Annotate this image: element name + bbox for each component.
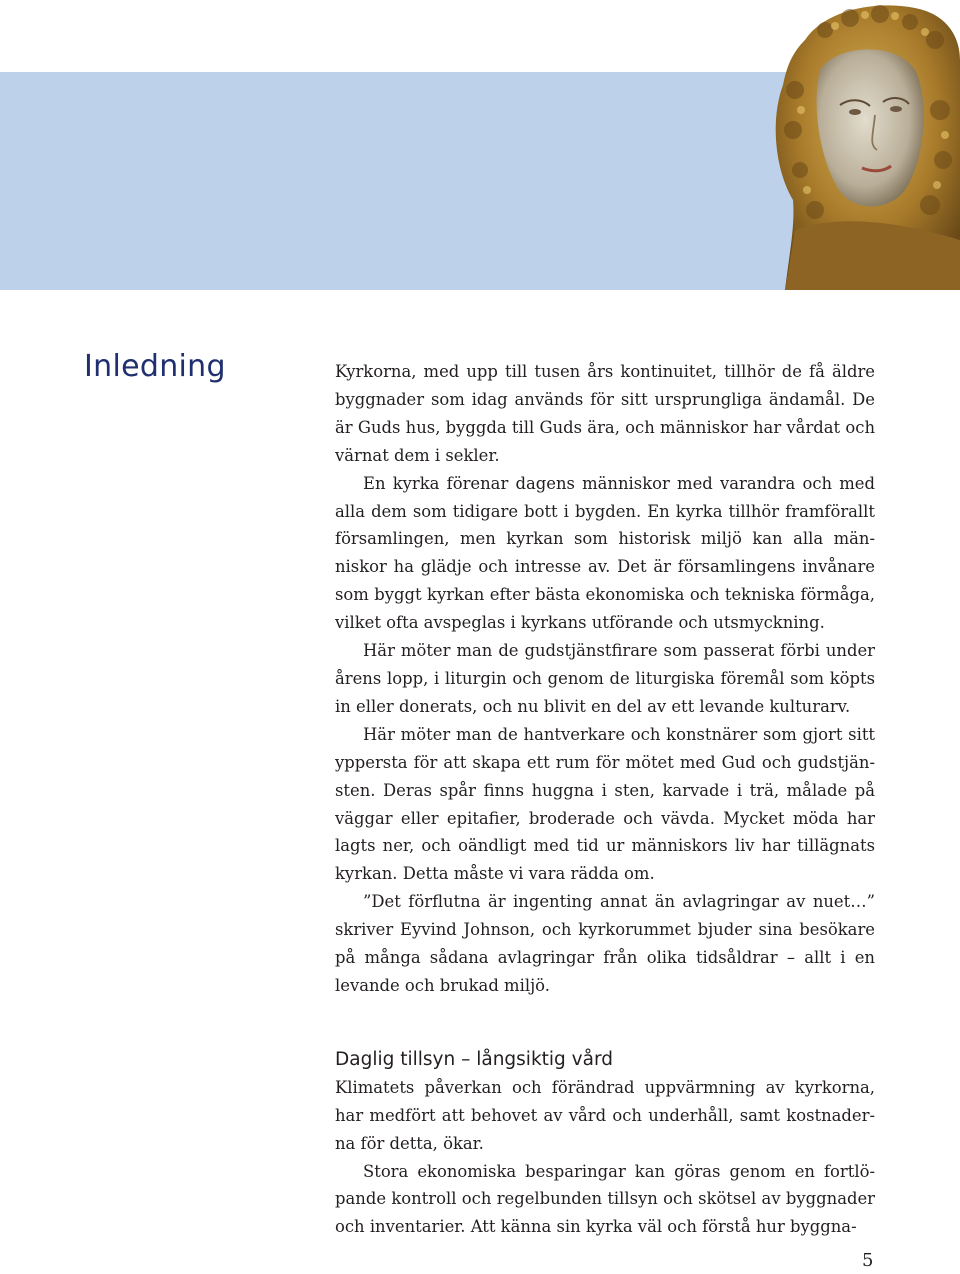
intro-paragraph: Här möter man de gudstjänstfirare som passerat förbi under årens lopp, i liturgin och genom de liturgiska föremål som köpts in eller donerats, och nu blivit en del av ett levande kulturarv. [335,641,875,716]
section-paragraph: Stora ekonomiska besparingar kan göras genom en fortlöpande kontroll och regelbunden tillsyn och skötsel av byggnader och inventarier. Att känna sin kyrka väl och förstå hur byggna- [335,1161,875,1237]
intro-paragraph: Kyrkorna, med upp till tusen års kontinuitet, tillhör de få äldre byggnader som idag används för sitt ursprungliga ändamål. De är Guds hus, byggda till Guds ära, och människor har vårdat och värnat dem i sekler. [335,362,875,465]
intro-paragraph: Här möter man de hantverkare och konstnärer som gjort sitt yppersta för att skapa ett rum för mötet med Gud och gudstjänsten. Deras spår finns huggna i sten, karvade i trä, målade på väggar eller epitafier, broderade och vävda. Mycket möda har lagts ner, och oändligt med tid ur människors liv har tillägnats kyrkan. Detta måste vi vara rädda om. [335,724,875,884]
page-number: 5 [862,1250,874,1271]
sculpture-photo [765,0,960,290]
section-paragraph: Klimatets påverkan och förändrad uppvärmning av kyrkorna, har medfört att behovet av vård och underhåll, samt kostnaderna för detta, ökar. [335,1077,875,1153]
body-text-column [335,358,875,1241]
section-heading: Daglig tillsyn – långsiktig vård [335,1048,613,1070]
page-title: Inledning [84,349,226,384]
intro-paragraph: ”Det förflutna är ingenting annat än avlagringar av nuet…” skriver Eyvind Johnson, och kyrkorummet bjuder sina besökare på många sådana avlagringar från olika tidsåldrar – allt i en levande och brukad miljö. [335,892,875,995]
intro-paragraph: En kyrka förenar dagens människor med varandra och med alla dem som tidigare bott i bygden. En kyrka tillhör framförallt församlingen, men kyrkan som historisk miljö kan alla människor ha glädje och intresse av. Det är församlingens invånare som byggt kyrkan efter bästa ekonomiska och tekniska förmåga, vilket ofta avspeglas i kyrkans utförande och utsmyckning. [335,473,875,633]
